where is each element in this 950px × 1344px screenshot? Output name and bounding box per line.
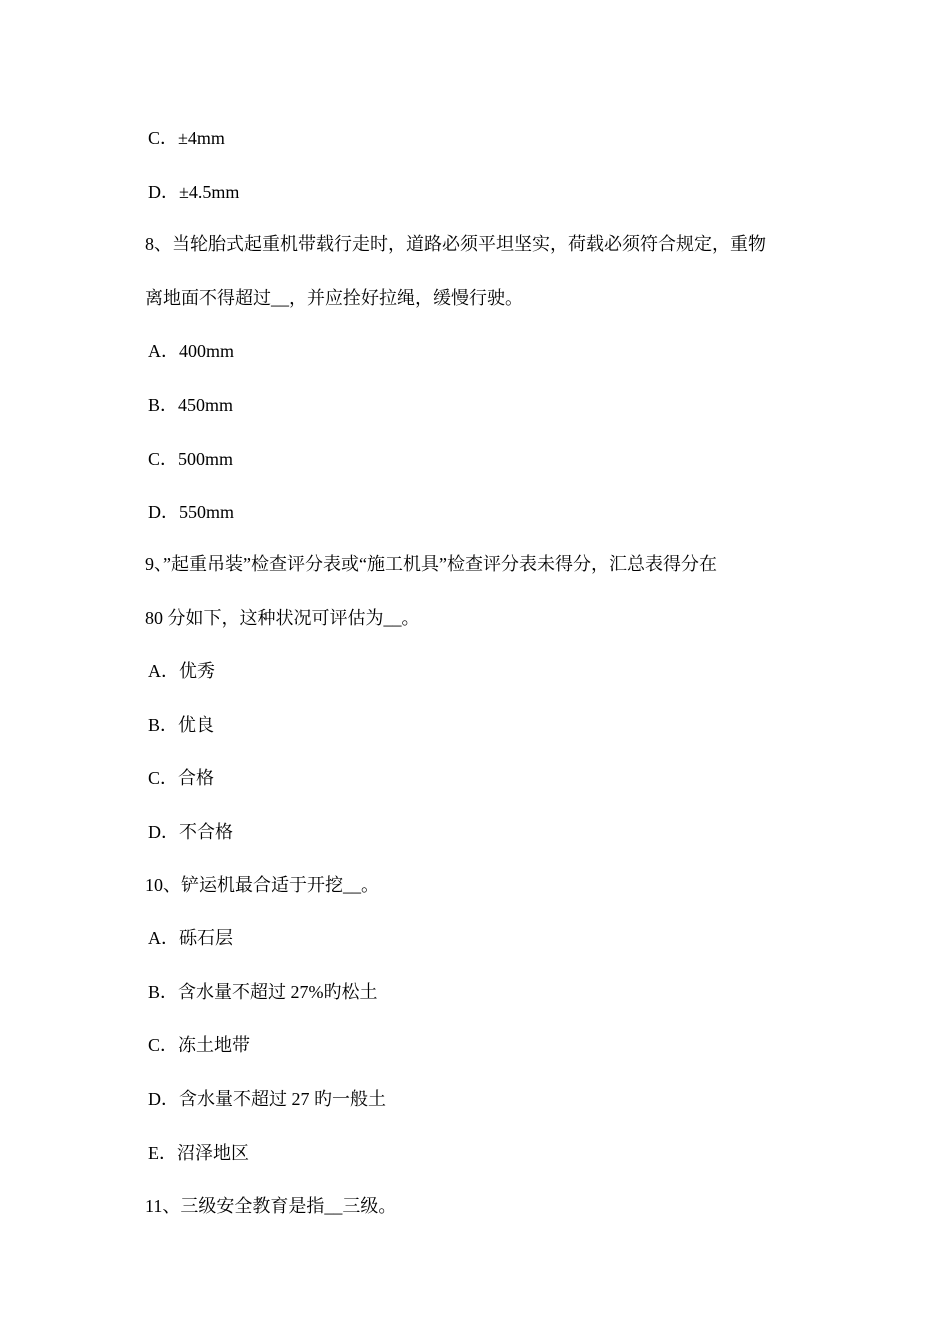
option-a-q8: A．400mm <box>148 341 235 361</box>
option-a-q10: A．砾石层 <box>148 928 233 948</box>
question-8-line-2: 离地面不得超过__，并应拴好拉绳，缓慢行驶。 <box>145 288 523 308</box>
option-b-q9: B．优良 <box>148 715 215 735</box>
option-b-q10: B．含水量不超过 27%旳松土 <box>148 982 378 1002</box>
question-9-line-1: 9、”起重吊装”检查评分表或“施工机具”检查评分表未得分，汇总表得分在 <box>145 554 717 574</box>
option-c-q10: C．冻土地带 <box>148 1035 251 1055</box>
option-d-q8: D．550mm <box>148 502 235 522</box>
question-8-line-1: 8、当轮胎式起重机带载行走时，道路必须平坦坚实，荷载必须符合规定，重物 <box>145 234 766 254</box>
question-11: 11、三级安全教育是指__三级。 <box>145 1196 397 1216</box>
option-c-q8: C．500mm <box>148 449 234 469</box>
option-d-q10: D．含水量不超过 27 旳一般土 <box>148 1089 386 1109</box>
question-9-line-2: 80 分如下，这种状况可评估为__。 <box>145 608 420 628</box>
option-c-q9: C．合格 <box>148 768 215 788</box>
option-a-q9: A．优秀 <box>148 661 215 681</box>
question-10: 10、铲运机最合适于开挖__。 <box>145 875 379 895</box>
option-d-q7: D．±4.5mm <box>148 182 240 202</box>
option-b-q8: B．450mm <box>148 395 234 415</box>
option-c-q7: C．±4mm <box>148 128 225 148</box>
option-d-q9: D．不合格 <box>148 822 233 842</box>
option-e-q10: E．沼泽地区 <box>148 1143 249 1163</box>
